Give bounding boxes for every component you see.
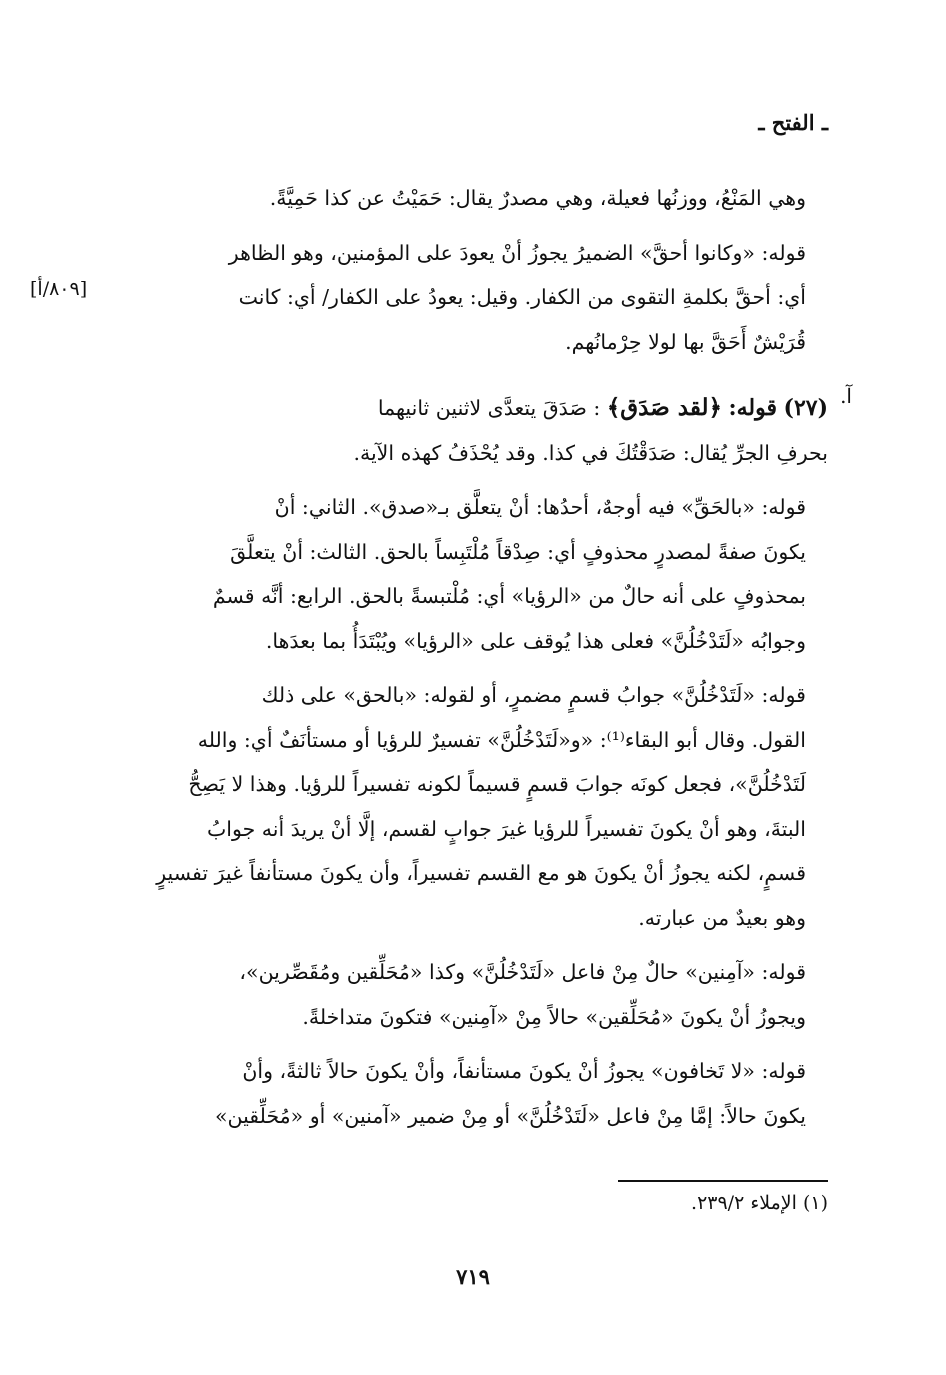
text-line: يكونَ صفةً لمصدرٍ محذوفٍ أي: صِدْقاً مُلْتَبِساً بالحق. الثالث: أنْ يتعلَّقَ: [230, 539, 806, 564]
paragraph-verse-27: [108, 386, 828, 475]
paragraph-5: [108, 673, 828, 940]
footnote-separator: [618, 1180, 828, 1182]
text-line: قُرَيْشٌ أَحَقَّ بها لولا حِرْمانُهم.: [565, 329, 806, 354]
verse-number: (٢٧): [783, 395, 828, 421]
paragraph-4: [108, 485, 828, 663]
verse-quote: ﴿لقد صَدَق﴾: [606, 394, 722, 421]
text-line: قسمٍ، لكنه يجوزُ أنْ يكونَ هو مع القسم تفسيراً، وأن يكونَ مستأنفاً غيرَ تفسيرٍ: [156, 861, 806, 885]
text-line: لَتَدْخُلُنَّ»، فجعل كونَه جوابَ قسمٍ قسيماً لكونه تفسيراً للرؤيا. وهذا لا يَصِحُّ: [188, 772, 806, 796]
text-line: قوله: «بالحَقِّ» فيه أوجهٌ، أحدُها: أنْ يتعلَّق بـ«صدق». الثاني: أنْ: [274, 495, 806, 519]
verse-label: قوله:: [728, 395, 777, 421]
text-line: ويجوزُ أنْ يكونَ «مُحَلِّقين» حالاً مِنْ «آمِنين» فتكونَ متداخلةً.: [302, 1004, 806, 1029]
margin-folio-note: [٨٠٩/أ]: [30, 278, 88, 300]
text-line: بحرفِ الجرِّ يُقال: صَدَقْتُكَ في كذا. وقد يُحْذَفُ كهذه الآية.: [353, 440, 828, 465]
footnote: (١) الإملاء ٢٣٩/٢.: [691, 1192, 828, 1214]
paragraph-2: [108, 231, 828, 365]
text-line: وجوابُه «لَتَدْخُلُنَّ» فعلى هذا يُوقف على «الرؤيا» ويُبْتَدَأُ بما بعدَها.: [265, 628, 806, 653]
text-line: قوله: «آمِنين» حالٌ مِنْ فاعل «لَتَدْخُلُنَّ» وكذا «مُحَلِّقين ومُقَصِّرين»،: [239, 960, 806, 984]
text-line: وهي المَنْعُ، ووزنُها فعيلة، وهي مصدرٌ يقال: حَمَيْتُ عن كذا حَمِيَّةً.: [269, 186, 806, 210]
paragraph-1: [108, 176, 828, 221]
text-line: أي: أحقَّ بكلمةِ التقوى من الكفار. وقيل: يعودُ على الكفار/ أي: كانت: [238, 285, 806, 309]
margin-manuscript-marker: آ.: [840, 384, 852, 408]
text-line: البتةَ، وهو أنْ يكونَ تفسيراً للرؤيا غيرَ جوابٍ لقسم، إلَّا أنْ يريدَ أنه جوابُ: [206, 816, 806, 841]
verse-heading-line: [108, 386, 828, 431]
text-line: يكونَ حالاً: إمَّا مِنْ فاعل «لَتَدْخُلُنَّ» أو مِنْ ضمير «آمنين» أو «مُحَلِّقين»: [214, 1103, 806, 1128]
page-number: ٧١٩: [456, 1264, 490, 1289]
text-line: القول. وقال أبو البقاء⁽¹⁾: «و«لَتَدْخُلُنَّ» تفسيرٌ للرؤيا أو مستأنَفٌ أي: والله: [197, 727, 806, 752]
paragraph-6: [108, 950, 828, 1039]
text-line: وهو بعيدٌ من عبارته.: [638, 905, 806, 930]
text-line: بمحذوفٍ على أنه حالٌ من «الرؤيا» أي: مُلْتبسةً بالحق. الرابع: أنَّه قسمٌ: [212, 584, 806, 608]
text-line: قوله: «لا تَخافون» يجوزُ أنْ يكونَ مستأنفاً، وأنْ يكونَ حالاً ثالثةً، وأنْ: [242, 1059, 806, 1083]
body-text: [108, 176, 828, 1148]
text-line: قوله: «لَتَدْخُلُنَّ» جوابُ قسمٍ مضمرٍ، أو لقوله: «بالحق» على ذلك: [261, 683, 806, 707]
verse-commentary: : صَدَقَ يتعدَّى لاثنين ثانيهما: [377, 396, 601, 420]
running-head: ـ الفتح ـ: [758, 110, 828, 135]
text-line: قوله: «وكانوا أحقَّ» الضميرُ يجوزُ أنْ يعودَ على المؤمنين، وهو الظاهر: [228, 240, 806, 265]
paragraph-7: [108, 1049, 828, 1138]
